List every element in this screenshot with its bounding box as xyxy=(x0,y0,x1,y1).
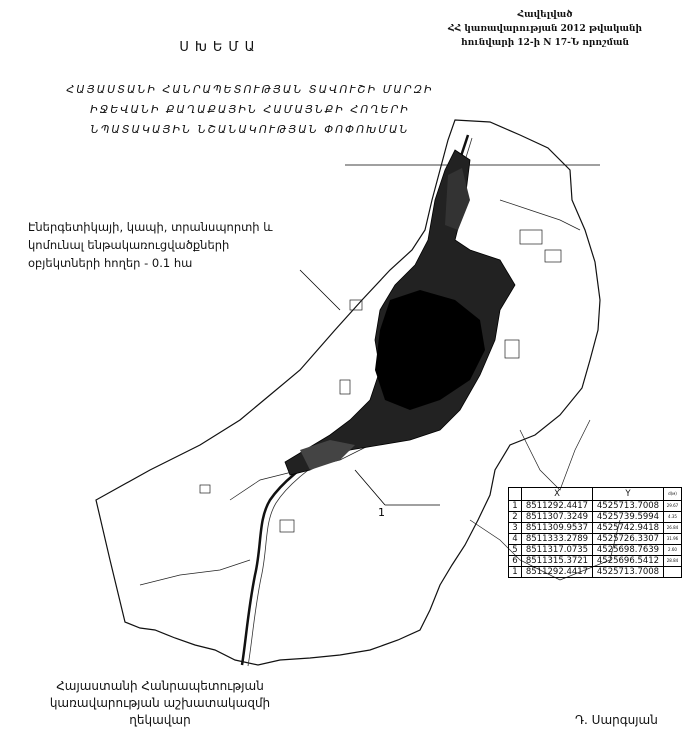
signer-org-line-1: Հայաստանի Հանրապետության xyxy=(56,679,264,693)
inner-boundary-north xyxy=(500,200,580,230)
coordinate-row xyxy=(509,523,682,534)
coordinate-row xyxy=(509,556,682,567)
urban-outskirts xyxy=(300,440,355,470)
legend-leader xyxy=(300,270,340,310)
segment-length: 26.84 xyxy=(664,523,682,534)
point-number: 5 xyxy=(509,545,522,556)
coordinate-table xyxy=(508,487,682,578)
signer-org-line-3: ղեկավար xyxy=(129,713,191,727)
coordinate-row xyxy=(509,534,682,545)
segment-length: 29.67 xyxy=(664,501,682,512)
coordinate-row xyxy=(509,545,682,556)
coord-x: 8511315.3721 xyxy=(522,556,593,567)
marker-label: 1 xyxy=(378,506,385,519)
segment-length xyxy=(664,567,682,578)
coord-y: 4525696.5412 xyxy=(593,556,664,567)
community-boundary xyxy=(96,120,600,665)
coordinate-row xyxy=(509,512,682,523)
coord-x: 8511307.3249 xyxy=(522,512,593,523)
approval-line-1: Հավելված xyxy=(517,10,573,20)
point-number: 2 xyxy=(509,512,522,523)
segment-length: 2.60 xyxy=(664,545,682,556)
inner-boundary-south xyxy=(140,560,250,585)
segment-length: 4.35 xyxy=(664,512,682,523)
coord-y: 4525726.3307 xyxy=(593,534,664,545)
point-number: 4 xyxy=(509,534,522,545)
legend-line-3: օբյեկտների հողեր - 0.1 հա xyxy=(28,256,193,270)
parcel xyxy=(520,230,542,244)
signer-name: Դ. Սարգսյան xyxy=(575,713,658,727)
coord-x: 8511333.2789 xyxy=(522,534,593,545)
parcel xyxy=(280,520,294,532)
coordinate-header-row xyxy=(509,488,682,501)
coord-y: 4525739.5994 xyxy=(593,512,664,523)
parcel xyxy=(340,380,350,394)
legend-line-2: կոմունալ ենթակառուցվածքների xyxy=(28,238,230,252)
signer-organization xyxy=(30,678,290,729)
coord-y: 4525698.7639 xyxy=(593,545,664,556)
parcel xyxy=(505,340,519,358)
header-number xyxy=(509,488,522,501)
coord-x: 8511292.4417 xyxy=(522,501,593,512)
signer-org-line-2: կառավարության աշխատակազմի xyxy=(49,696,271,710)
parcel xyxy=(545,250,561,262)
coord-y: 4525713.7008 xyxy=(593,501,664,512)
point-number: 3 xyxy=(509,523,522,534)
coord-x: 8511317.0735 xyxy=(522,545,593,556)
main-title-line-3: ՆՊԱՏԱԿԱՅԻՆ ՆՇԱՆԱԿՈՒԹՅԱՆ ՓՈՓՈԽՄԱՆ xyxy=(90,123,410,136)
main-title-line-2: ԻՋԵՎԱՆԻ ՔԱՂԱՔԱՅԻՆ ՀԱՄԱՅՆՔԻ ՀՈՂԵՐԻ xyxy=(90,103,410,116)
inner-boundary-mid xyxy=(520,420,590,490)
coord-y: 4525742.9418 xyxy=(593,523,664,534)
point-number: 1 xyxy=(509,567,522,578)
parcel xyxy=(200,485,210,493)
scheme-title: ՍԽԵՄԱ xyxy=(179,40,261,55)
point-number: 6 xyxy=(509,556,522,567)
main-title-line-1: ՀԱՅԱՍՏԱՆԻ ՀԱՆՐԱՊԵՏՈՒԹՅԱՆ ՏԱՎՈՒՇԻ ՄԱՐԶԻ xyxy=(66,83,434,96)
coord-y: 4525713.7008 xyxy=(593,567,664,578)
segment-length: 31.96 xyxy=(664,534,682,545)
header-x: X xyxy=(522,488,593,501)
header-distance: d(м) xyxy=(664,488,682,501)
coord-x: 8511292.4417 xyxy=(522,567,593,578)
marker-leader xyxy=(355,470,385,505)
coordinate-row xyxy=(509,567,682,578)
point-number: 1 xyxy=(509,501,522,512)
approval-line-2: ՀՀ կառավարության 2012 թվականի xyxy=(448,24,642,34)
header-y: Y xyxy=(593,488,664,501)
coordinate-rows xyxy=(509,501,682,578)
coord-x: 8511309.9537 xyxy=(522,523,593,534)
approval-line-3: հունվարի 12-ի N 17-Ն որոշման xyxy=(461,38,629,48)
legend-line-1: Էներգետիկայի, կապի, տրանսպորտի և xyxy=(28,220,273,234)
coordinate-row xyxy=(509,501,682,512)
segment-length: 28.84 xyxy=(664,556,682,567)
